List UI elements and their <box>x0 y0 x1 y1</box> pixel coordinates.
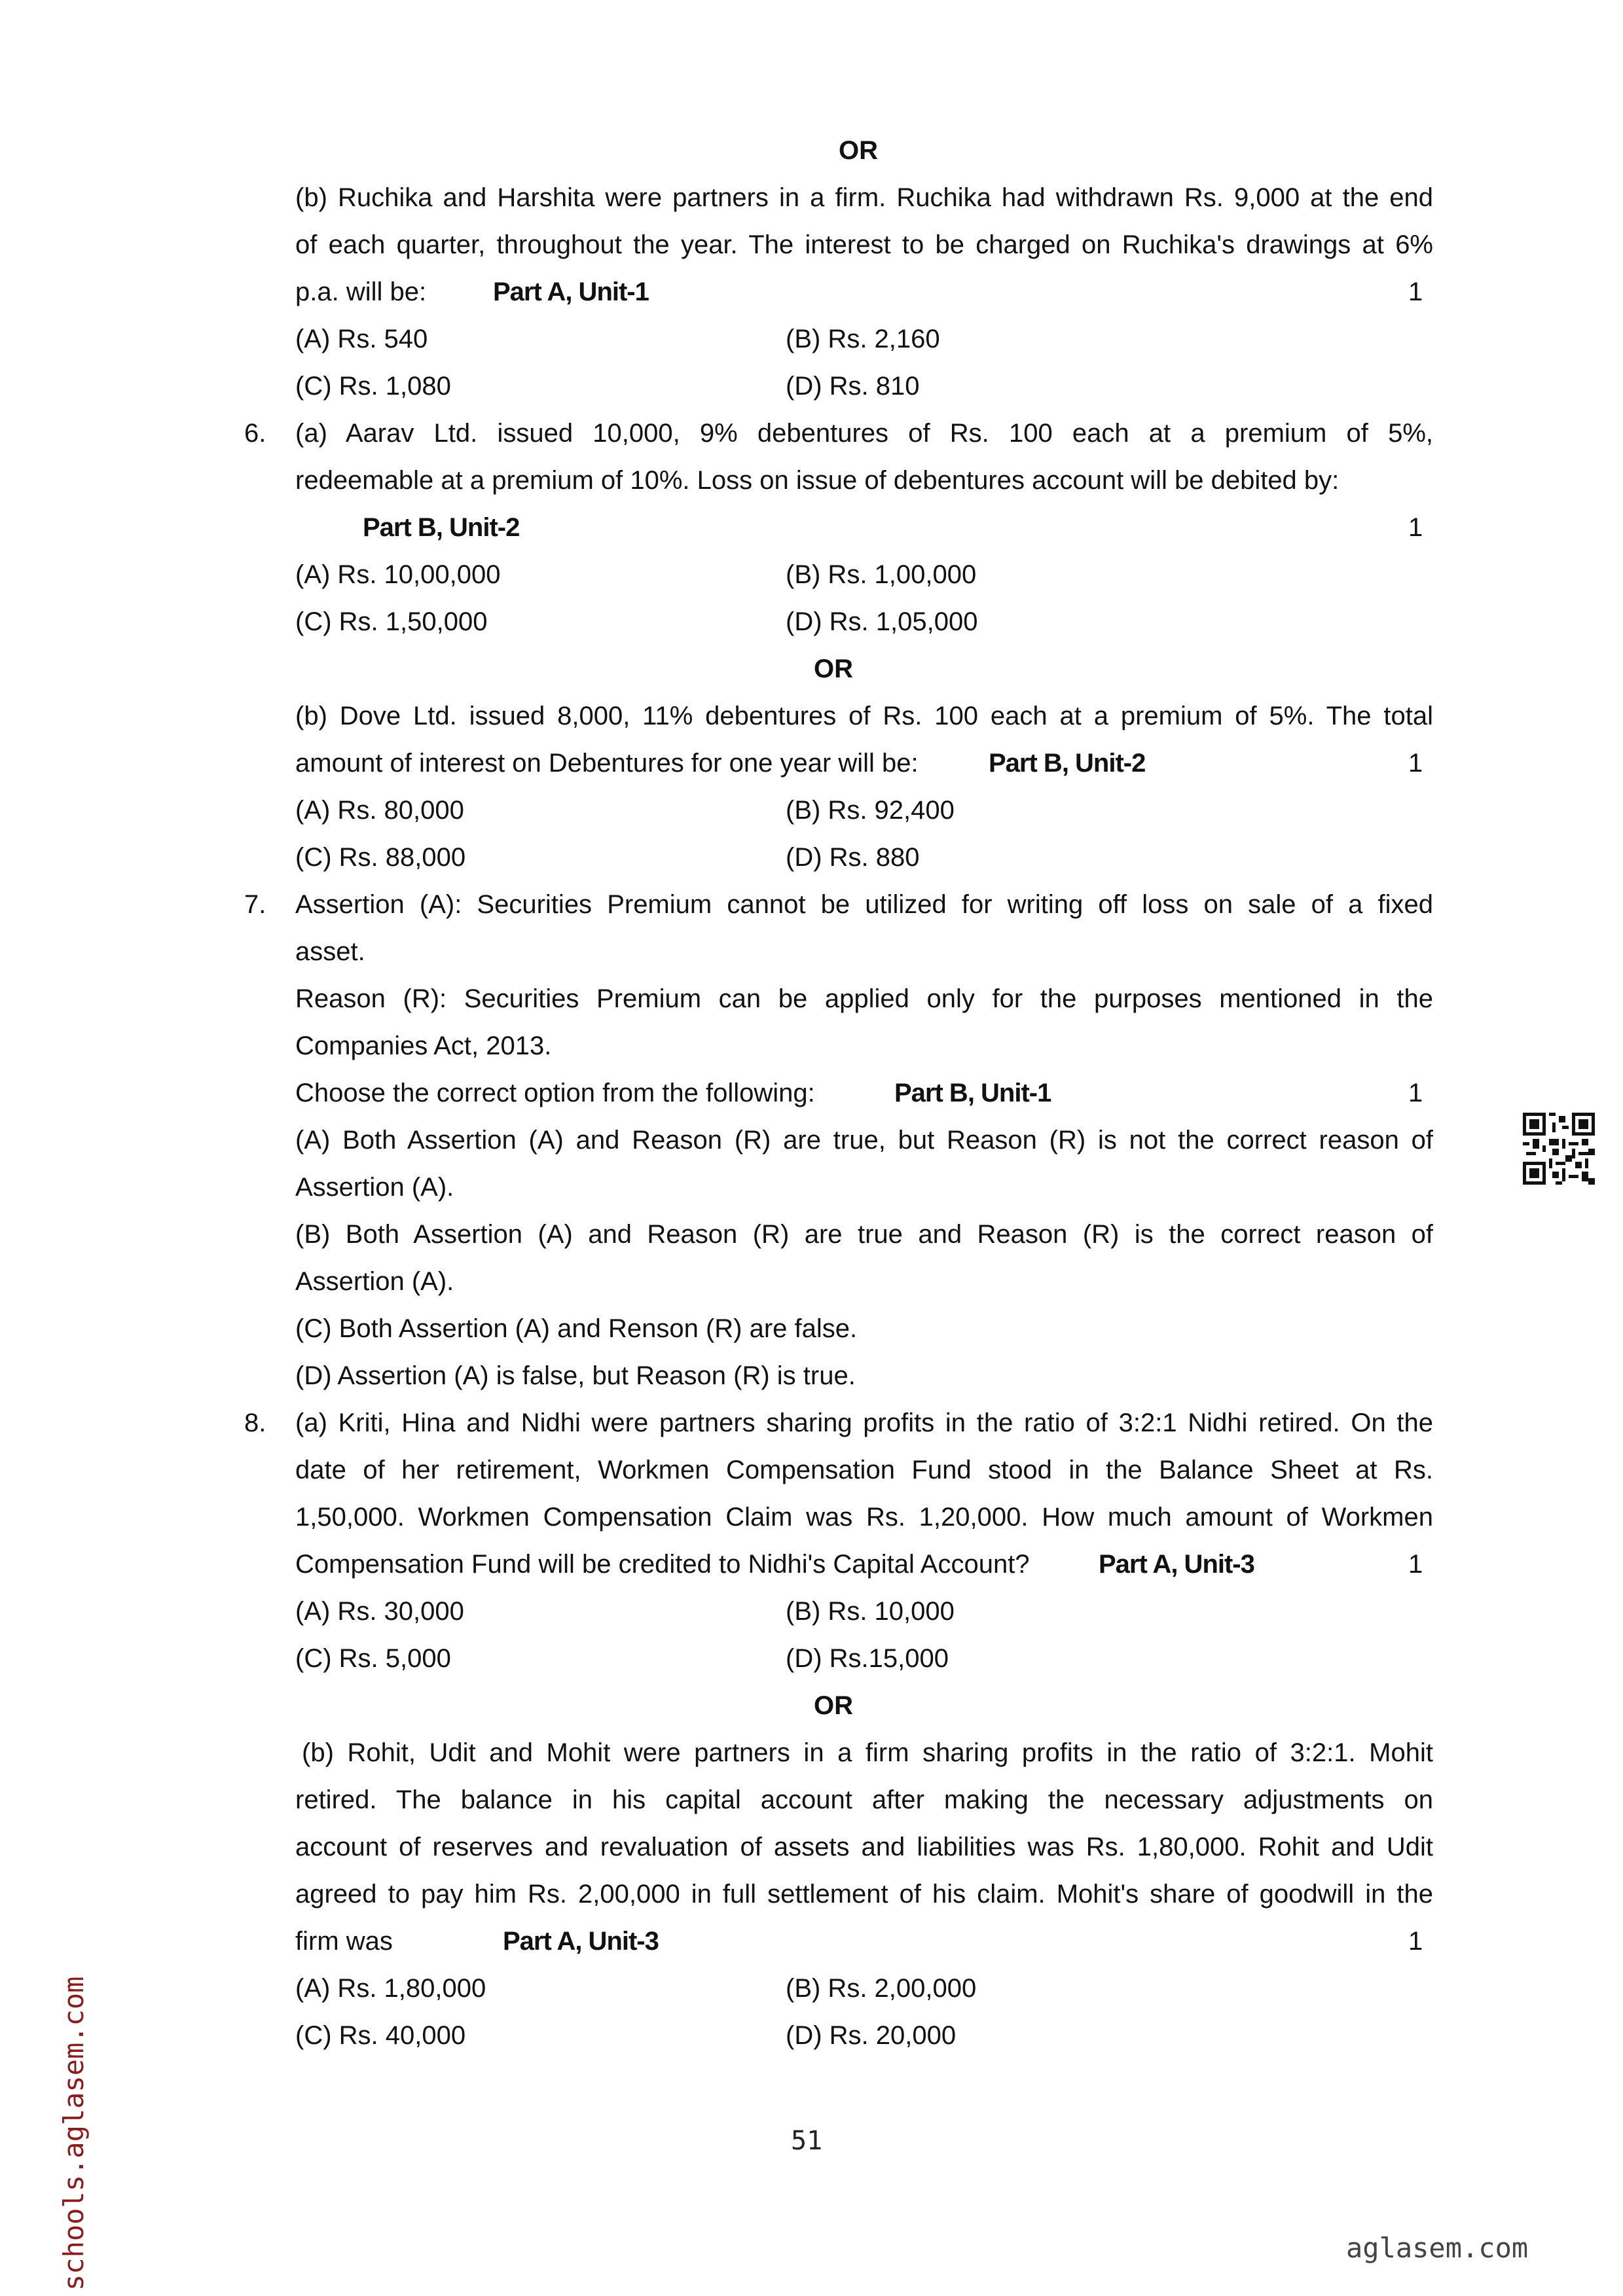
option-b: (B) Rs. 2,00,000 <box>786 1974 977 2003</box>
or-separator: OR <box>839 136 878 165</box>
question-text: (a) Kriti, Hina and Nidhi were partners sharing profits in the ratio of 3:2:1 Nidhi retired. On the <box>295 1408 1433 1437</box>
option-d: (D) Rs. 20,000 <box>786 2021 957 2050</box>
option-c: (C) Rs. 1,080 <box>295 372 451 401</box>
unit-label: Part A, Unit-1 <box>493 278 649 306</box>
option-b: (B) Rs. 2,160 <box>786 325 940 353</box>
option-a: (A) Rs. 540 <box>295 325 428 353</box>
marks: 1 <box>1408 1079 1423 1107</box>
option-c: (C) Rs. 40,000 <box>295 2021 466 2050</box>
option-a-continued: Assertion (A). <box>295 1173 454 1202</box>
question-number: 8. <box>244 1408 266 1437</box>
question-text: of each quarter, throughout the year. The interest to be charged on Ruchika's drawings at 6% <box>295 230 1433 259</box>
question-text: retired. The balance in his capital account after making the necessary adjustments on <box>295 1785 1433 1814</box>
marks: 1 <box>1408 513 1423 542</box>
question-text: Assertion (A): Securities Premium cannot be utilized for writing off loss on sale of a fixed <box>295 890 1433 919</box>
qr-code-icon <box>1523 1113 1595 1185</box>
question-number: 7. <box>244 890 266 919</box>
option-b: (B) Rs. 92,400 <box>786 796 955 825</box>
option-d: (D) Rs. 1,05,000 <box>786 607 978 636</box>
option-a: (A) Rs. 30,000 <box>295 1597 464 1626</box>
option-c: (C) Both Assertion (A) and Renson (R) are false. <box>295 1314 858 1343</box>
option-a: (A) Rs. 10,00,000 <box>295 560 501 589</box>
question-number: 6. <box>244 419 266 448</box>
unit-label: Part A, Unit-3 <box>1099 1550 1254 1579</box>
question-text: 1,50,000. Workmen Compensation Claim was Rs. 1,20,000. How much amount of Workmen <box>295 1503 1433 1532</box>
option-b: (B) Both Assertion (A) and Reason (R) are true and Reason (R) is the correct reason of <box>295 1220 1433 1249</box>
option-c: (C) Rs. 88,000 <box>295 843 466 872</box>
option-d: (D) Rs.15,000 <box>786 1644 949 1673</box>
option-a: (A) Rs. 80,000 <box>295 796 464 825</box>
question-text: Choose the correct option from the following: <box>295 1079 815 1107</box>
option-b: (B) Rs. 10,000 <box>786 1597 955 1626</box>
question-text: agreed to pay him Rs. 2,00,000 in full settlement of his claim. Mohit's share of goodwill in the <box>295 1880 1433 1909</box>
marks: 1 <box>1408 1550 1423 1579</box>
question-text: (b) Dove Ltd. issued 8,000, 11% debentures of Rs. 100 each at a premium of 5%. The total <box>295 702 1433 730</box>
option-a: (A) Both Assertion (A) and Reason (R) are true, but Reason (R) is not the correct reason of <box>295 1126 1433 1155</box>
option-d: (D) Rs. 880 <box>786 843 920 872</box>
question-text: Companies Act, 2013. <box>295 1031 552 1060</box>
option-a: (A) Rs. 1,80,000 <box>295 1974 486 2003</box>
marks: 1 <box>1408 1927 1423 1956</box>
marks: 1 <box>1408 749 1423 778</box>
unit-label: Part B, Unit-1 <box>894 1079 1051 1107</box>
option-b-continued: Assertion (A). <box>295 1267 454 1296</box>
unit-label: Part B, Unit-2 <box>363 513 520 542</box>
question-text: (b) Ruchika and Harshita were partners in a firm. Ruchika had withdrawn Rs. 9,000 at the end <box>295 183 1433 212</box>
question-text: date of her retirement, Workmen Compensation Fund stood in the Balance Sheet at Rs. <box>295 1456 1433 1484</box>
option-d: (D) Rs. 810 <box>786 372 920 401</box>
watermark-footer: aglasem.com <box>1346 2232 1529 2264</box>
question-text: redeemable at a premium of 10%. Loss on issue of debentures account will be debited by: <box>295 466 1340 495</box>
question-text: account of reserves and revaluation of assets and liabilities was Rs. 1,80,000. Rohit and Udit <box>295 1833 1433 1861</box>
marks: 1 <box>1408 278 1423 306</box>
watermark-side: schools.aglasem.com <box>58 1976 90 2291</box>
option-b: (B) Rs. 1,00,000 <box>786 560 977 589</box>
question-text: amount of interest on Debentures for one year will be: <box>295 749 919 778</box>
question-text: p.a. will be: <box>295 278 427 306</box>
or-separator: OR <box>814 655 853 683</box>
option-c: (C) Rs. 1,50,000 <box>295 607 488 636</box>
question-text: (a) Aarav Ltd. issued 10,000, 9% debentures of Rs. 100 each at a premium of 5%, <box>295 419 1433 448</box>
question-text: firm was <box>295 1927 393 1956</box>
question-text: Compensation Fund will be credited to Nidhi's Capital Account? <box>295 1550 1030 1579</box>
or-separator: OR <box>814 1691 853 1720</box>
option-c: (C) Rs. 5,000 <box>295 1644 451 1673</box>
unit-label: Part B, Unit-2 <box>989 749 1146 778</box>
question-text: Reason (R): Securities Premium can be applied only for the purposes mentioned in the <box>295 984 1433 1013</box>
unit-label: Part A, Unit-3 <box>503 1927 659 1956</box>
page-number: 51 <box>791 2126 823 2156</box>
question-text: (b) Rohit, Udit and Mohit were partners in a firm sharing profits in the ratio of 3:2:1. Mohit <box>302 1738 1433 1767</box>
option-d: (D) Assertion (A) is false, but Reason (R) is true. <box>295 1361 856 1390</box>
question-text: asset. <box>295 937 365 966</box>
